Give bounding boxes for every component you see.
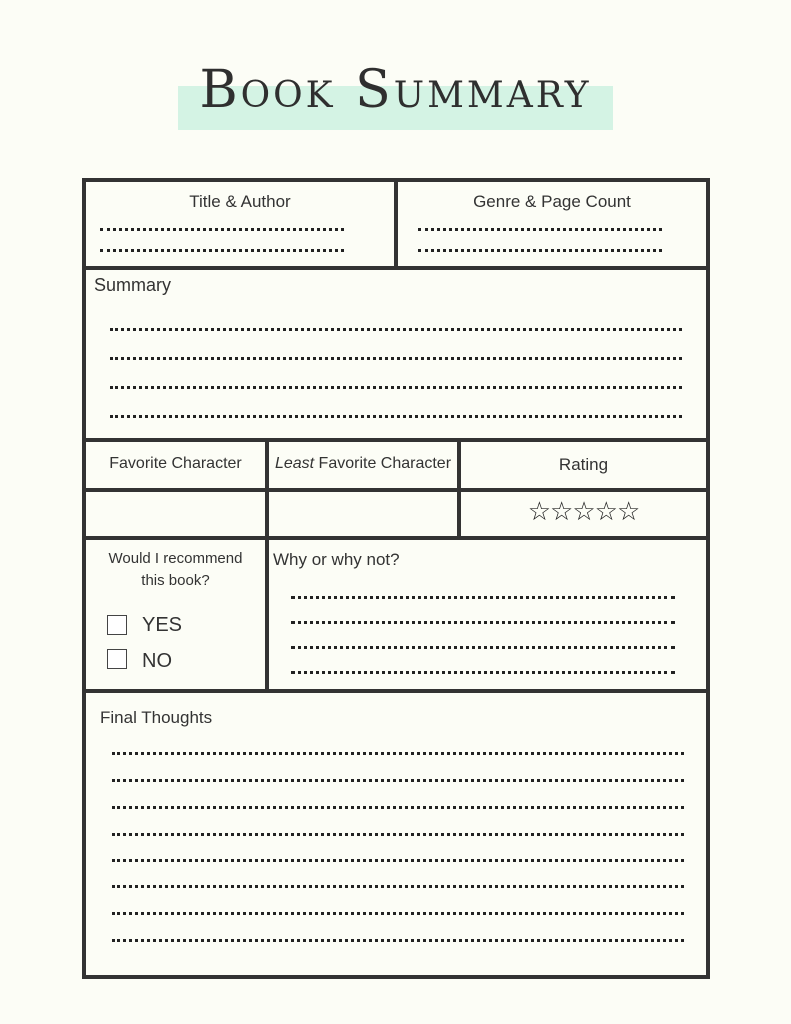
writing-line[interactable] bbox=[112, 939, 684, 942]
writing-line[interactable] bbox=[112, 859, 684, 862]
writing-line[interactable] bbox=[110, 328, 682, 331]
least-favorite-rest: Favorite Character bbox=[314, 455, 452, 472]
writing-line[interactable] bbox=[110, 415, 682, 418]
writing-line[interactable] bbox=[110, 386, 682, 389]
writing-line[interactable] bbox=[418, 228, 662, 231]
writing-line[interactable] bbox=[100, 228, 344, 231]
writing-line[interactable] bbox=[291, 646, 675, 649]
favorite-character-label: Favorite Character bbox=[109, 455, 242, 472]
writing-line[interactable] bbox=[291, 671, 675, 674]
writing-line[interactable] bbox=[112, 779, 684, 782]
writing-line[interactable] bbox=[112, 806, 684, 809]
no-checkbox[interactable] bbox=[107, 649, 127, 669]
writing-line[interactable] bbox=[100, 249, 344, 252]
writing-line[interactable] bbox=[291, 621, 675, 624]
why-box bbox=[265, 536, 710, 693]
why-label: Why or why not? bbox=[273, 550, 400, 569]
genre-page-count-label: Genre & Page Count bbox=[473, 192, 631, 211]
least-emphasis: Least bbox=[274, 455, 315, 472]
page-title-block bbox=[178, 58, 613, 130]
writing-line[interactable] bbox=[110, 357, 682, 360]
favorite-character-field[interactable] bbox=[82, 488, 269, 540]
page-title: Book Summary bbox=[199, 60, 592, 120]
yes-option-label: YES bbox=[142, 614, 183, 636]
star-rating-icon[interactable]: ☆☆☆☆☆ bbox=[527, 497, 640, 527]
summary-box bbox=[82, 266, 710, 442]
no-option-label: NO bbox=[142, 650, 172, 672]
final-thoughts-box bbox=[82, 689, 710, 979]
writing-line[interactable] bbox=[112, 833, 684, 836]
writing-line[interactable] bbox=[418, 249, 662, 252]
rating-stars-box bbox=[457, 488, 710, 540]
writing-line[interactable] bbox=[291, 596, 675, 599]
recommend-question-line1: Would I recommend bbox=[108, 550, 243, 567]
rating-header bbox=[457, 438, 710, 492]
final-thoughts-label: Final Thoughts bbox=[100, 708, 213, 727]
least-favorite-character-header bbox=[265, 438, 461, 492]
title-author-label: Title & Author bbox=[189, 192, 291, 211]
yes-checkbox[interactable] bbox=[107, 615, 127, 635]
summary-label: Summary bbox=[94, 275, 172, 295]
recommend-question-line2: this book? bbox=[141, 572, 210, 589]
recommend-box bbox=[82, 536, 269, 693]
least-favorite-character-label bbox=[269, 455, 457, 473]
least-favorite-character-field[interactable] bbox=[265, 488, 461, 540]
writing-line[interactable] bbox=[112, 912, 684, 915]
writing-line[interactable] bbox=[112, 752, 684, 755]
rating-label: Rating bbox=[558, 455, 609, 474]
genre-page-count-box bbox=[394, 178, 710, 270]
title-author-box bbox=[82, 178, 398, 270]
writing-line[interactable] bbox=[112, 885, 684, 888]
favorite-character-header bbox=[82, 438, 269, 492]
